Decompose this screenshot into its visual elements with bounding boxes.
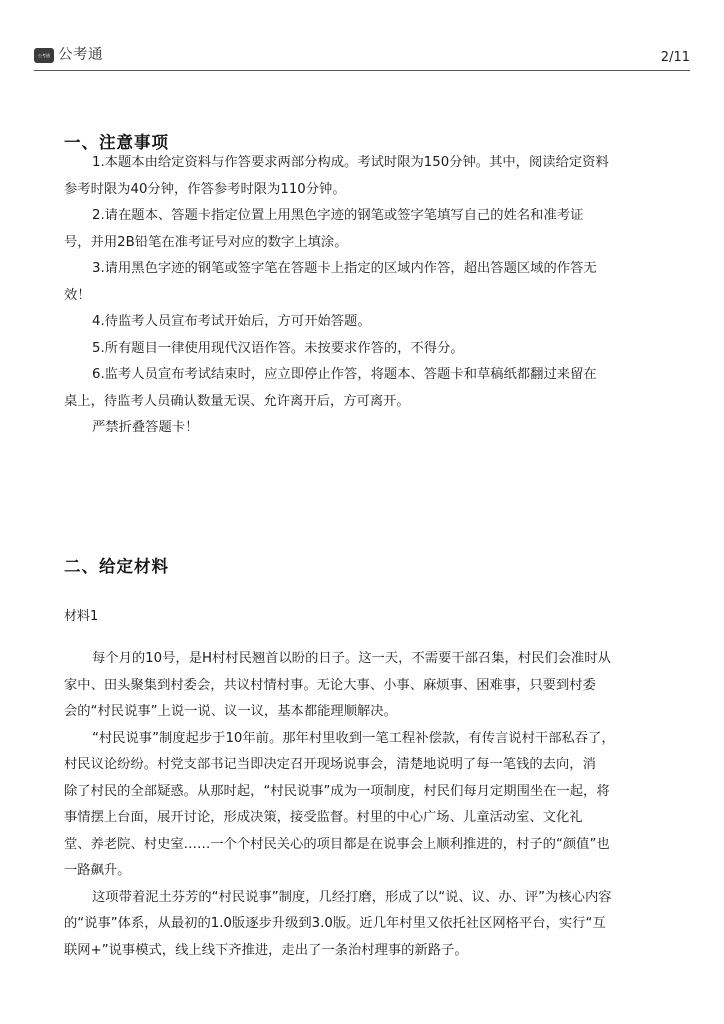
- material-line: 的“说事”体系，从最初的1.0版逐步升级到3.0版。近几年村里又依托社区网格平台，实行“互: [64, 916, 606, 931]
- notice-line: 5.所有题目一律使用现代汉语作答。未按要求作答的，不得分。: [92, 340, 464, 356]
- logo-text: 公考通: [58, 47, 103, 63]
- notice-line: 4.待监考人员宣布考试开始后，方可开始答题。: [92, 314, 371, 329]
- material-line: 一路飙升。: [64, 863, 131, 878]
- material-line: 会的“村民说事”上说一说、议一议，基本都能理顺解决。: [64, 704, 397, 719]
- material-body: [64, 646, 664, 964]
- notice-line: 号，并用2B铅笔在准考证号对应的数字上填涂。: [64, 234, 348, 250]
- material-line: 除了村民的全部疑惑。从那时起，“村民说事”成为一项制度，村民们每月定期围坐在一起，将: [64, 783, 610, 799]
- material-line: 堂、养老院、村史室……一个个村民关心的项目都是在说事会上顺利推进的，村子的“颜值”也: [64, 836, 610, 852]
- material-line: 村民议论纷纷。村党支部书记当即决定召开现场说事会，清楚地说明了每一笔钱的去向，消: [64, 757, 596, 772]
- material-line: “村民说事”制度起步于10年前。那年村里收到一笔工程补偿款，有传言说村干部私吞了，: [92, 730, 615, 746]
- page-number: 2/11: [660, 50, 690, 65]
- notice-line: 1.本题本由给定资料与作答要求两部分构成。考试时限为150分钟。其中，阅读给定资料: [92, 155, 609, 170]
- notice-line: 严禁折叠答题卡！: [92, 420, 199, 435]
- logo-badge-icon: 公考通: [34, 48, 54, 63]
- material-line: 家中、田头聚集到村委会，共议村情村事。无论大事、小事、麻烦事、困难事，只要到村委: [64, 677, 596, 693]
- notice-line: 3.请用黑色字迹的钢笔或签字笔在答题卡上指定的区域内作答，超出答题区域的作答无: [92, 261, 597, 276]
- notice-line: 2.请在题本、答题卡指定位置上用黑色字迹的钢笔或签字笔填写自己的姓名和准考证: [92, 208, 584, 223]
- notice-line: 桌上，待监考人员确认数量无误、允许离开后，方可离开。: [64, 393, 410, 409]
- notice-body: [64, 150, 664, 442]
- material-label: 材料1: [64, 609, 99, 624]
- logo: [34, 46, 103, 64]
- notice-line: 参考时限为40分钟，作答参考时限为110分钟。: [64, 181, 346, 197]
- notice-line: 6.监考人员宣布考试结束时，应立即停止作答，将题本、答题卡和草稿纸都翻过来留在: [92, 367, 597, 382]
- material-line: 联网+”说事模式，线上线下齐推进，走出了一条治村理事的新路子。: [64, 942, 468, 958]
- material-line: 每个月的10号，是H村村民翘首以盼的日子。这一天，不需要干部召集，村民们会准时从: [92, 651, 611, 666]
- notice-line: 效！: [64, 287, 91, 303]
- section-title-materials: 二、给定材料: [64, 557, 169, 576]
- page-header: [34, 44, 690, 71]
- material-line: 事情摆上台面，展开讨论，形成决策，接受监督。村里的中心广场、儿童活动室、文化礼: [64, 810, 583, 825]
- section-title-notice: 一、注意事项: [64, 133, 169, 152]
- material-line: 这项带着泥土芬芳的“村民说事”制度，几经打磨，形成了以“说、议、办、评”为核心内容: [92, 889, 612, 905]
